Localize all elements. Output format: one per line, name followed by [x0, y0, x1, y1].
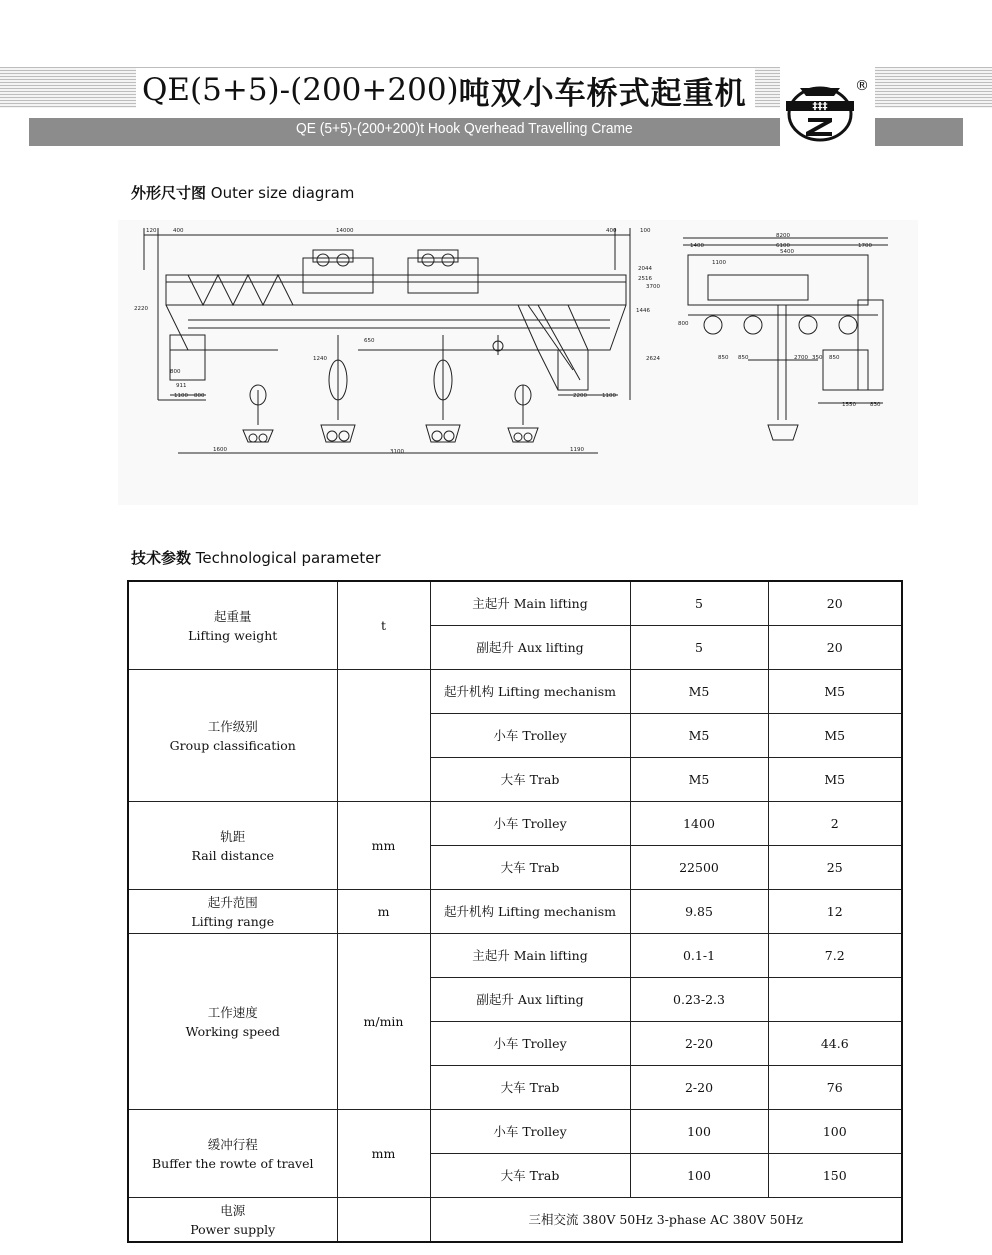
dim-label: 14000 — [336, 228, 354, 234]
table-row — [128, 934, 902, 978]
value-cell: M5 — [768, 758, 902, 802]
dim-label: 2516 — [638, 276, 652, 282]
dim-label: 350 — [812, 355, 823, 361]
param-name-cell — [128, 1110, 337, 1198]
value-cell: 9.85 — [630, 890, 768, 934]
registered-mark: ® — [855, 78, 869, 94]
param-name-en: Lifting range — [191, 913, 275, 929]
dim-label: 1400 — [690, 243, 704, 249]
sub-label-cell: 大车 Trab — [430, 1066, 630, 1110]
param-name-cn: 电源 — [220, 1202, 246, 1218]
param-name-cn: 工作速度 — [207, 1004, 258, 1020]
unit-cell: m — [337, 890, 430, 934]
table-row — [128, 1110, 902, 1154]
sub-label-cell: 起升机构 Lifting mechanism — [430, 670, 630, 714]
dim-label: 850 — [829, 355, 840, 361]
value-cell: 12 — [768, 890, 902, 934]
table-row — [128, 802, 902, 846]
dim-label: 1100 — [712, 260, 726, 266]
unit-cell: m/min — [337, 934, 430, 1110]
dim-label: 830 — [870, 402, 881, 408]
value-cell: 20 — [768, 626, 902, 670]
diagram-heading — [131, 182, 354, 203]
params-heading-cn: 技术参数 — [131, 549, 192, 567]
sub-label-cell: 小车 Trolley — [430, 714, 630, 758]
value-cell: 5 — [630, 626, 768, 670]
sub-label-cell: 副起升 Aux lifting — [430, 978, 630, 1022]
value-cell: 2 — [768, 802, 902, 846]
dim-label: 850 — [718, 355, 729, 361]
power-value-cell: 三相交流 380V 50Hz 3-phase AC 380V 50Hz — [430, 1198, 902, 1243]
dim-label: 1100 — [602, 393, 616, 399]
dim-label: 850 — [738, 355, 749, 361]
param-name-cell — [128, 581, 337, 670]
value-cell: 7.2 — [768, 934, 902, 978]
sub-label-cell: 主起升 Main lifting — [430, 581, 630, 626]
sub-label-cell: 小车 Trolley — [430, 802, 630, 846]
dim-label: 800 — [678, 321, 689, 327]
value-cell: 0.23-2.3 — [630, 978, 768, 1022]
dim-label: 1600 — [213, 447, 227, 453]
page-subtitle: QE (5+5)-(200+200)t Hook Qverhead Travelling Crame — [296, 120, 633, 137]
param-name-en: Rail distance — [191, 847, 274, 863]
subtitle-bar-right — [875, 118, 963, 146]
param-name-cell — [128, 802, 337, 890]
dim-label: 5400 — [780, 249, 794, 255]
sub-label-cell: 副起升 Aux lifting — [430, 626, 630, 670]
parameters-table — [127, 580, 903, 1243]
outer-size-diagram — [118, 220, 918, 505]
dim-label: 1100 — [174, 393, 188, 399]
value-cell: 0.1-1 — [630, 934, 768, 978]
dim-label: 120 — [146, 228, 157, 234]
dim-label: 2624 — [646, 356, 660, 362]
param-name-cn: 轨距 — [220, 828, 246, 844]
table-row — [128, 581, 902, 626]
value-cell: 44.6 — [768, 1022, 902, 1066]
param-name-cell — [128, 934, 337, 1110]
dim-label: 2200 — [573, 393, 587, 399]
sub-label-cell: 起升机构 Lifting mechanism — [430, 890, 630, 934]
value-cell: 100 — [630, 1154, 768, 1198]
value-cell: M5 — [630, 758, 768, 802]
diagram-heading-cn: 外形尺寸图 — [131, 184, 207, 202]
param-name-en: Group classification — [169, 737, 296, 753]
unit-cell: mm — [337, 1110, 430, 1198]
header-stripes-right — [875, 67, 992, 108]
value-cell: M5 — [768, 714, 902, 758]
sub-label-cell: 大车 Trab — [430, 758, 630, 802]
dim-label: 800 — [194, 393, 205, 399]
value-cell: 1400 — [630, 802, 768, 846]
value-cell: 5 — [630, 581, 768, 626]
value-cell — [768, 978, 902, 1022]
sub-label-cell: 主起升 Main lifting — [430, 934, 630, 978]
param-name-cn: 起重量 — [213, 608, 252, 624]
dim-label: 3700 — [646, 284, 660, 290]
dim-label: 2220 — [134, 306, 148, 312]
dim-label: 100 — [640, 228, 651, 234]
dim-label: 3100 — [390, 449, 404, 455]
dim-label: 1240 — [313, 356, 327, 362]
param-name-en: Working speed — [185, 1023, 280, 1039]
params-heading-en: Technological parameter — [195, 549, 381, 567]
dim-label: 911 — [176, 383, 187, 389]
unit-cell: t — [337, 581, 430, 670]
dim-label: 2044 — [638, 266, 652, 272]
table-row — [128, 670, 902, 714]
param-name-cn: 缓冲行程 — [207, 1136, 258, 1152]
param-name-cell — [128, 670, 337, 802]
table-row — [128, 890, 902, 934]
value-cell: 2-20 — [630, 1066, 768, 1110]
sub-label-cell: 大车 Trab — [430, 846, 630, 890]
dim-label: 650 — [364, 338, 375, 344]
value-cell: 22500 — [630, 846, 768, 890]
dim-label: 1550 — [842, 402, 856, 408]
param-name-en: Lifting weight — [188, 627, 278, 643]
page-title — [136, 68, 755, 112]
value-cell: 25 — [768, 846, 902, 890]
dim-label: 400 — [606, 228, 617, 234]
param-name-cn: 起升范围 — [207, 894, 258, 910]
value-cell: M5 — [630, 714, 768, 758]
dim-label: 8200 — [776, 233, 790, 239]
value-cell: 76 — [768, 1066, 902, 1110]
param-name-cell — [128, 890, 337, 934]
sub-label-cell: 小车 Trolley — [430, 1110, 630, 1154]
unit-cell — [337, 1198, 430, 1243]
param-name-cn: 工作级别 — [207, 718, 258, 734]
diagram-heading-en: Outer size diagram — [210, 184, 355, 202]
table-row — [128, 1198, 902, 1243]
value-cell: M5 — [768, 670, 902, 714]
value-cell: M5 — [630, 670, 768, 714]
value-cell: 20 — [768, 581, 902, 626]
unit-cell: mm — [337, 802, 430, 890]
company-logo — [780, 74, 875, 146]
dim-label: 400 — [173, 228, 184, 234]
title-cn: 吨双小车桥式起重机 — [458, 75, 747, 112]
param-name-en: Power supply — [190, 1221, 276, 1237]
param-name-cell — [128, 1198, 337, 1243]
sub-label-cell: 大车 Trab — [430, 1154, 630, 1198]
svg-text:‡‡‡: ‡‡‡ — [812, 101, 828, 112]
dim-label: 2700 — [794, 355, 808, 361]
unit-cell — [337, 670, 430, 802]
dim-label: 1190 — [570, 447, 584, 453]
value-cell: 100 — [630, 1110, 768, 1154]
dim-label: 800 — [170, 369, 181, 375]
params-heading — [131, 547, 381, 568]
dim-label: 6100 — [776, 243, 790, 249]
dim-label: 1446 — [636, 308, 650, 314]
dim-label: 1700 — [858, 243, 872, 249]
value-cell: 2-20 — [630, 1022, 768, 1066]
value-cell: 100 — [768, 1110, 902, 1154]
param-name-en: Buffer the rowte of travel — [151, 1155, 314, 1171]
title-model: QE(5+5)-(200+200) — [142, 72, 459, 108]
value-cell: 150 — [768, 1154, 902, 1198]
sub-label-cell: 小车 Trolley — [430, 1022, 630, 1066]
